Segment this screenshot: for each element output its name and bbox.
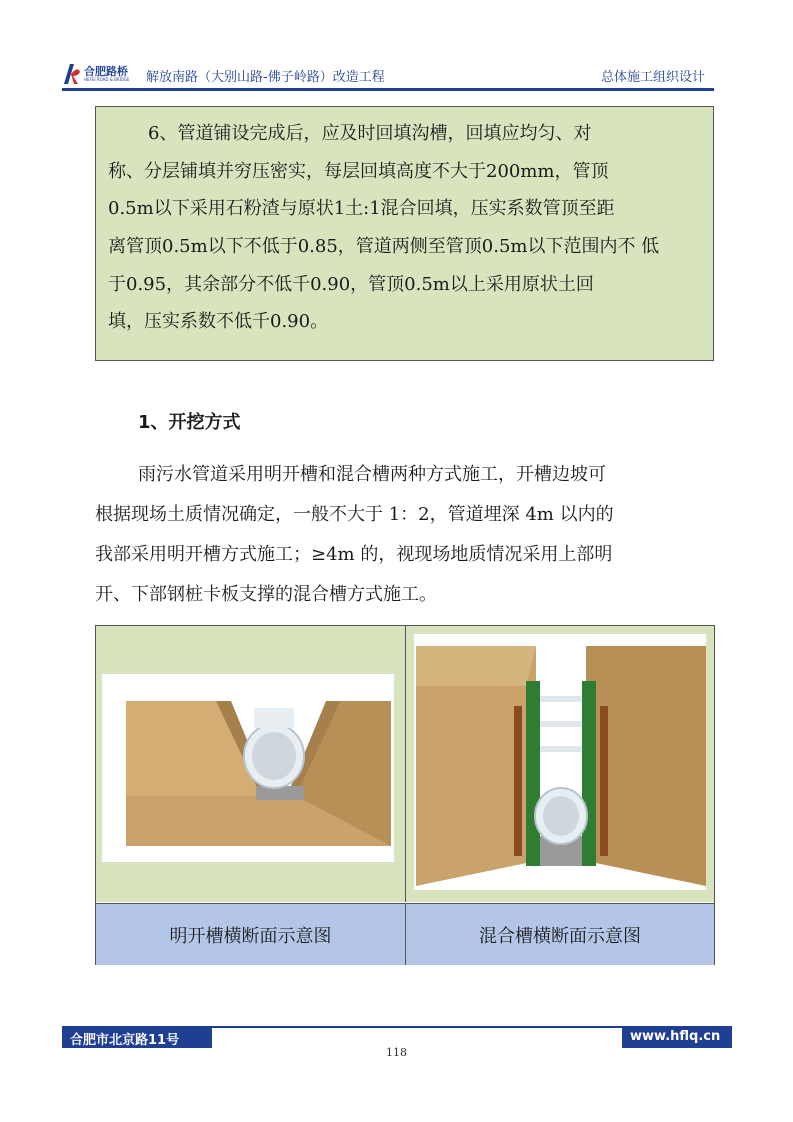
note-line: 离管顶0.5m以下不低于0.85，管道两侧至管顶0.5m以下范围内不 低 (108, 236, 660, 257)
body-line: 雨污水管道采用明开槽和混合槽两种方式施工，开槽边坡可 (138, 464, 606, 485)
document-section: 总体施工组织设计 (600, 70, 705, 85)
document-title: 解放南路（大别山路-佛子岭路）改造工程 (146, 70, 385, 85)
note-line: 于0.95，其余部分不低千0.90，管顶0.5m以上采用原状土回 (108, 274, 594, 295)
open-trench-figure-cell (96, 626, 406, 902)
note-line: 6、管道铺设完成后，应及时回填沟槽，回填应均匀、对 (148, 123, 592, 144)
section-heading: 1、开挖方式 (138, 412, 241, 433)
note-line: 填，压实系数不低千0.90。 (108, 311, 329, 332)
mixed-trench-figure-cell (406, 626, 714, 902)
footer-address: 合肥市北京路11号 (70, 1033, 180, 1048)
body-line: 我部采用明开槽方式施工；≥4m 的，视现场地质情况采用上部明 (95, 544, 613, 565)
logo-name: 合肥路桥 (84, 65, 128, 78)
logo-subtitle: HEFEI ROAD & BRIDGE (84, 77, 130, 82)
open-trench-caption: 明开槽横断面示意图 (96, 903, 406, 965)
open-trench-illustration (96, 626, 405, 902)
note-line: 称、分层铺填并穷压密实，每层回填高度不大于200mm，管顶 (108, 161, 609, 182)
body-line: 根据现场土质情况确定，一般不大于 1：2，管道埋深 4m 以内的 (95, 504, 614, 525)
figure-table (95, 625, 715, 965)
mixed-trench-caption: 混合槽横断面示意图 (406, 903, 714, 965)
note-box (95, 106, 714, 361)
body-line: 开、下部钢桩卡板支撑的混合槽方式施工。 (95, 584, 437, 605)
logo-mark-icon (62, 62, 82, 86)
footer-url: www.hflq.cn (630, 1029, 721, 1044)
header-divider (62, 88, 714, 91)
note-line: 0.5m以下采用石粉渣与原状1土:1混合回填，压实系数管顶至距 (108, 198, 615, 219)
page-number: 118 (386, 1046, 407, 1059)
company-logo (62, 62, 132, 90)
mixed-trench-illustration (406, 626, 714, 902)
